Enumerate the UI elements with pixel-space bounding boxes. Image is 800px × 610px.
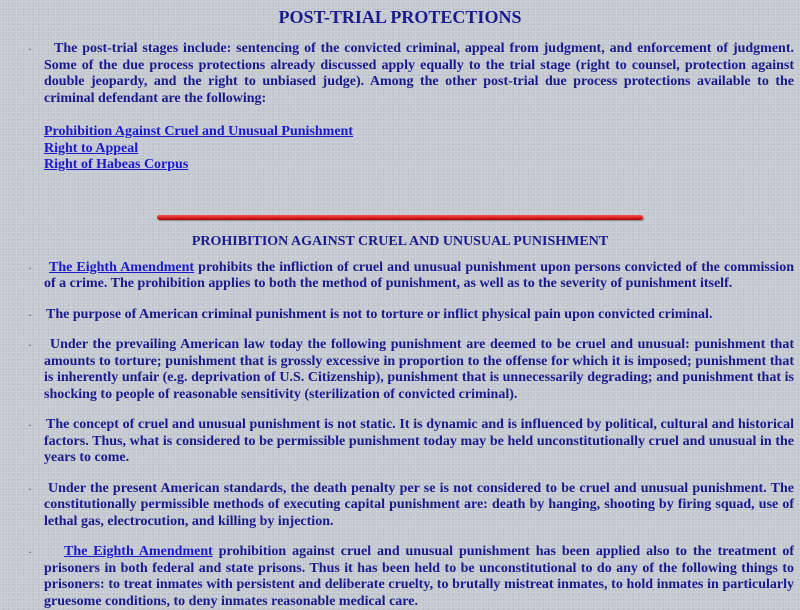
topic-links <box>0 124 800 174</box>
link-cruel-unusual-punishment[interactable]: Prohibition Against Cruel and Unusual Punishment <box>44 124 353 139</box>
link-eighth-amendment[interactable]: The Eighth Amendment <box>64 544 213 559</box>
paragraph-text: prohibition against cruel and unusual punishment has been applied also to the treatment of prisoners in both federal and state prisons. Thus it has been held to be unconstitutional to do any of the following things to prisoners: to treat inmates with persistent and deliberate cruelty, to brutally mistreat inmates, to hold inmates in particularly gruesome conditions, to deny inmates reasonable medical care. <box>44 544 794 609</box>
paragraph-text: Under the present American standards, the death penalty per se is not considered to be cruel and unusual punishment. The constitutionally permissible methods of executing capital punishment are: death by hanging, shooting by firing squad, use of lethal gas, electrocution, and killing by injection. <box>44 480 794 529</box>
paragraph-text: Under the prevailing American law today the following punishment are deemed to be cruel and unusual: punishment that amounts to torture; punishment that is grossly excessive in proportion to the offense for which it is imposed; punishment that is inherently unfair (e.g. deprivation of U.S. Citizenship), punishment that is unnecessarily degrading; and punishment that is shocking to people of reasonable sensitivity (sterilization of convicted criminal). <box>44 337 794 402</box>
paragraph-text: The purpose of American criminal punishment is not to torture or inflict physical pain upon convicted criminal. <box>46 306 713 322</box>
link-right-to-appeal[interactable]: Right to Appeal <box>44 140 139 156</box>
paragraph-purpose <box>0 307 800 324</box>
bullet: · <box>28 260 32 275</box>
paragraph-eighth-amendment <box>0 260 800 293</box>
paragraph-text: The concept of cruel and unusual punishment is not static. It is dynamic and is influenced by political, cultural and historical factors. Thus, what is considered to be permissible punishment today may be held unconstitutionally cruel and unusual in the years to come. <box>44 417 794 465</box>
paragraph-death-penalty <box>0 481 800 531</box>
bullet: · <box>28 42 32 56</box>
paragraph-prisoners <box>0 544 800 610</box>
bullet: · <box>28 545 32 559</box>
paragraph-concept <box>0 417 800 467</box>
link-habeas-corpus[interactable]: Right of Habeas Corpus <box>44 157 189 172</box>
section-heading: PROHIBITION AGAINST CRUEL AND UNUSUAL PUNISHMENT <box>191 233 609 249</box>
link-eighth-amendment[interactable]: The Eighth Amendment <box>49 259 195 275</box>
paragraph-text: prohibits the infliction of cruel and unusual punishment upon persons convicted of the commission of a crime. The prohibition applies to both the method of punishment, as well as to the severity of punishment itself. <box>44 259 794 291</box>
intro-text: The post-trial stages include: sentencing of the convicted criminal, appeal from judgment, and enforcement of judgment. Some of the due process protections already discussed apply equally to the trial stage (right to counsel, protection against double jeopardy, and the right to unbiased judge). Among the other post-trial due process protections available to the criminal defendant are the following: <box>44 41 794 106</box>
paragraph-prevailing-law <box>0 337 800 403</box>
bullet: · <box>28 338 32 352</box>
page-title: POST-TRIAL PROTECTIONS <box>278 7 522 27</box>
bullet: · <box>28 481 32 496</box>
bullet: · <box>28 418 32 432</box>
intro-paragraph <box>0 41 800 107</box>
bullet: · <box>28 307 32 322</box>
